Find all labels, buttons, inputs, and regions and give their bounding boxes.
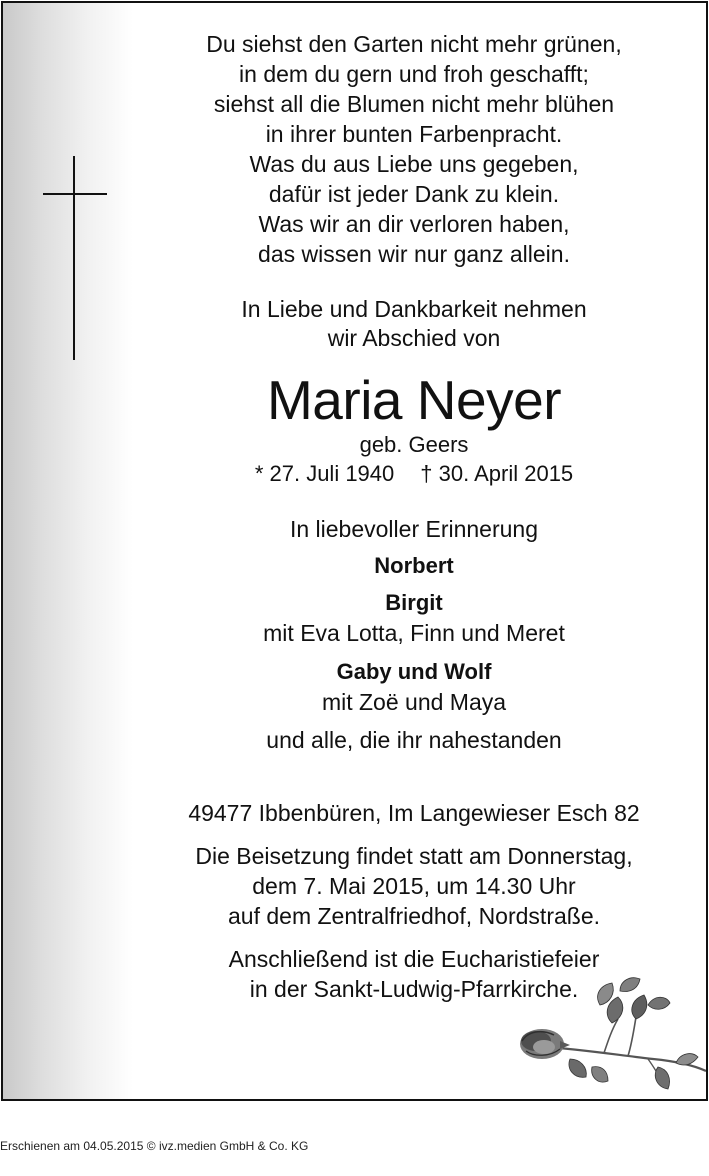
poem-line: in dem du gern und froh geschafft; — [239, 61, 589, 87]
birth-date: * 27. Juli 1940 — [254, 461, 395, 486]
other-mourners: und alle, die ihr nahestanden — [266, 727, 562, 753]
intro-line-1: In Liebe und Dankbarkeit nehmen — [241, 296, 587, 322]
poem-line: das wissen wir nur ganz allein. — [258, 241, 570, 267]
publication-footer: Erschienen am 04.05.2015 © ivz.medien GmbH & Co. KG — [0, 1139, 309, 1153]
maiden-name: geb. Geers — [359, 432, 469, 457]
mourner-family: mit Eva Lotta, Finn und Meret — [263, 620, 565, 646]
mourner-name: Norbert — [374, 553, 454, 578]
poem-line: in ihrer bunten Farbenpracht. — [265, 121, 563, 147]
eucharist-line-2: in der Sankt-Ludwig-Pfarrkirche. — [249, 976, 579, 1002]
cross-horizontal-bar — [43, 193, 107, 195]
cross-icon — [43, 156, 107, 360]
notice-content — [153, 29, 675, 1004]
farewell-intro — [153, 295, 675, 353]
mourner-name: Birgit — [385, 590, 443, 615]
funeral-line-2: dem 7. Mai 2015, um 14.30 Uhr — [252, 873, 576, 899]
cross-vertical-bar — [73, 156, 75, 360]
intro-line-2: wir Abschied von — [327, 325, 501, 351]
funeral-details — [153, 841, 675, 931]
rose-icon — [508, 971, 708, 1096]
mourning-heading: In liebevoller Erinnerung — [289, 516, 539, 542]
funeral-line-1: Die Beisetzung findet statt am Donnerstag, — [195, 843, 633, 869]
obituary-notice — [1, 1, 708, 1101]
deceased-name: Maria Neyer — [266, 369, 562, 431]
family-address: 49477 Ibbenbüren, Im Langewieser Esch 82 — [188, 800, 640, 826]
life-dates — [153, 459, 675, 489]
eucharist-line-1: Anschließend ist die Eucharistiefeier — [228, 946, 600, 972]
poem-line: Was du aus Liebe uns gegeben, — [249, 151, 579, 177]
poem-line: dafür ist jeder Dank zu klein. — [268, 181, 560, 207]
poem-line: Du siehst den Garten nicht mehr grünen, — [206, 31, 622, 57]
poem-line: Was wir an dir verloren haben, — [258, 211, 570, 237]
poem-line: siehst all die Blumen nicht mehr blühen — [213, 91, 615, 117]
poem — [153, 29, 675, 269]
death-date: † 30. April 2015 — [420, 461, 574, 486]
funeral-line-3: auf dem Zentralfriedhof, Nordstraße. — [228, 903, 600, 929]
mourner-family: mit Zoë und Maya — [321, 689, 507, 715]
mourner-name: Gaby und Wolf — [336, 659, 492, 684]
